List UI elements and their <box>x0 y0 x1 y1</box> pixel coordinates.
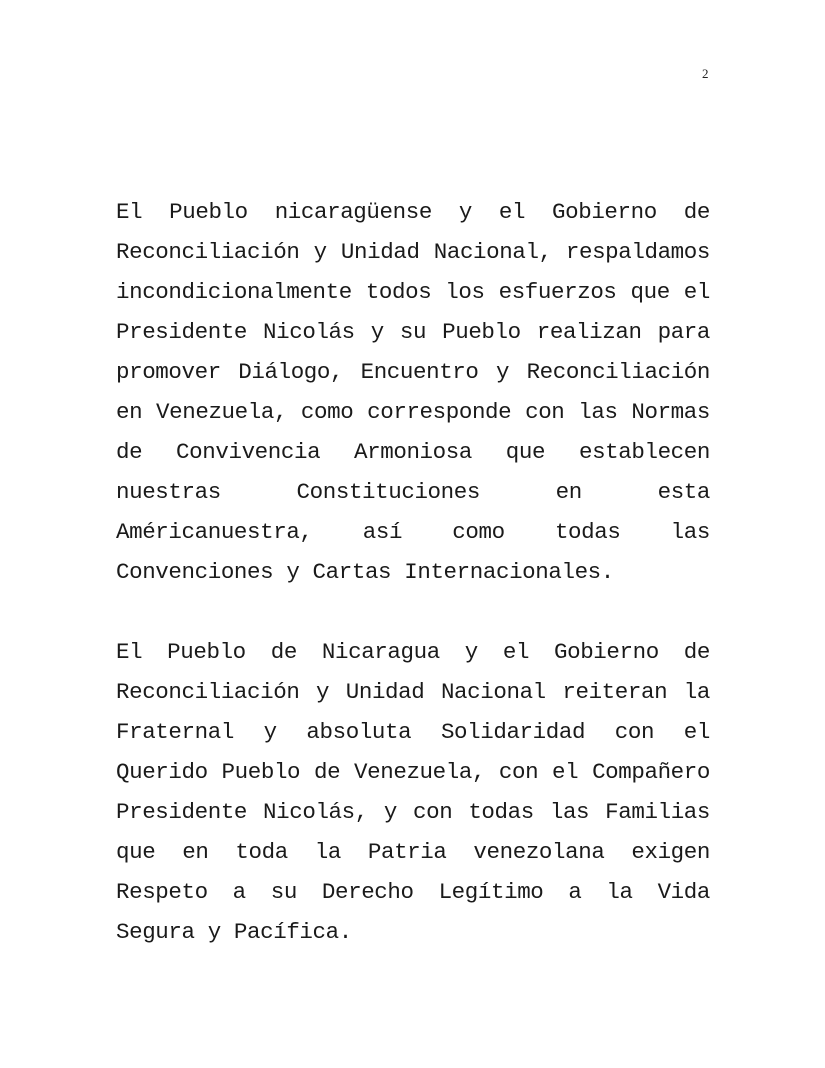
paragraph-solidarity-venezuela: El Pueblo de Nicaragua y el Gobierno de Reconciliación y Unidad Nacional reiteran la Fraternal y absoluta Solidaridad con el Querido Pueblo de Venezuela, con el Compañero Presidente Nicolás, y con todas las Familias que en toda la Patria venezolana exigen Respeto a su Derecho Legítimo a la Vida Segura y Pacífica. <box>116 639 710 945</box>
paragraph-solidarity-dialogue: El Pueblo nicaragüense y el Gobierno de Reconciliación y Unidad Nacional, respaldamos incondicionalmente todos los esfuerzos que el Presidente Nicolás y su Pueblo realizan para promover Diálogo, Encuentro y Reconciliación en Venezuela, como corresponde con las Normas de Convivencia Armoniosa que establecen nuestras Constituciones en esta Américanuestra, así como todas las Convenciones y Cartas Internacionales. <box>116 199 710 585</box>
page-number: 2 <box>702 66 709 81</box>
document-body <box>116 192 710 952</box>
